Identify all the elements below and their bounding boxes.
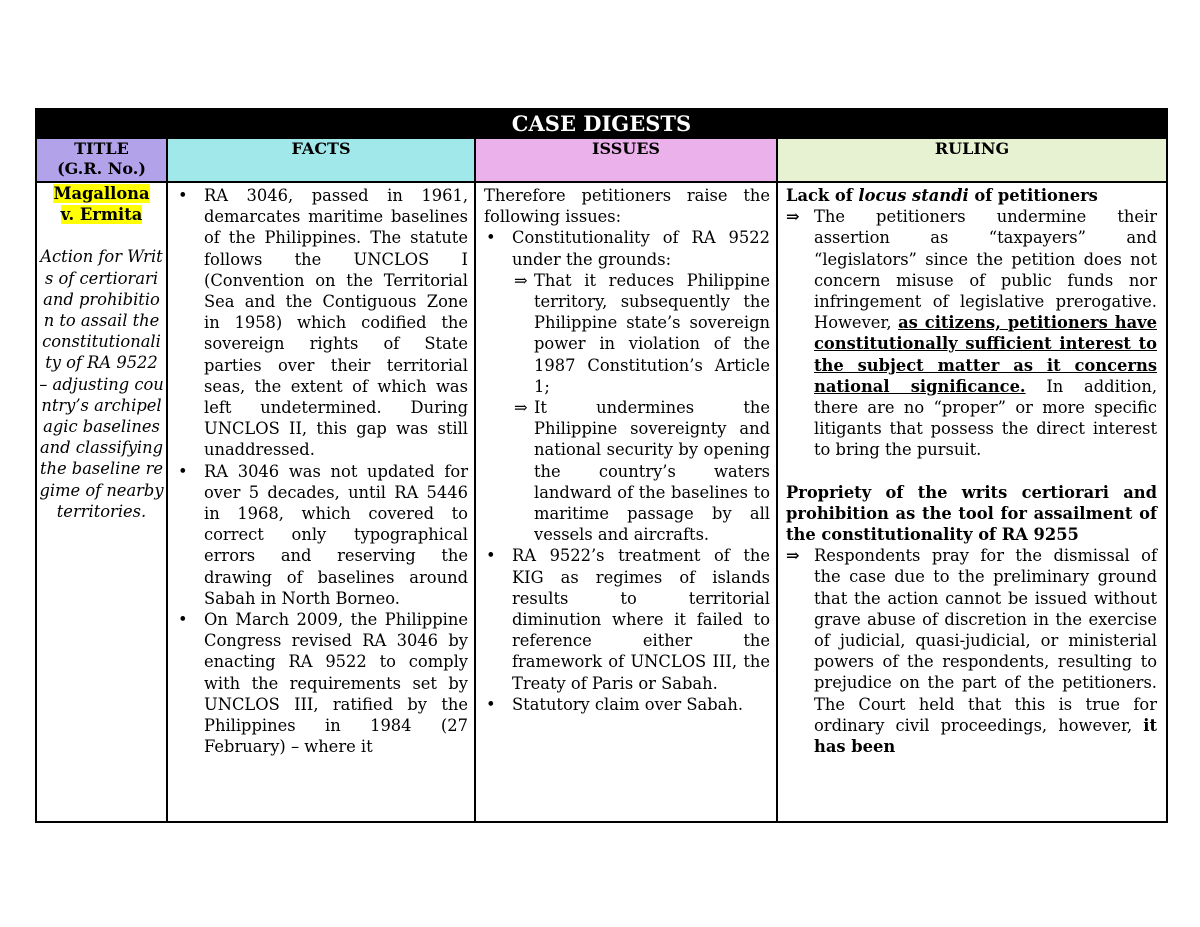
title-column: [36, 182, 167, 822]
ruling-paragraph: ⇒ The petitioners undermine their assertion as “taxpayers” and “legislators” since the petition does not concern misuse of public funds nor infringement of legislative prerogative. However, as citizens, petitioners have constitutionally sufficient interest to the subject matter as it concerns national significance. In addition, there are no “proper” or more specific litigants that possess the direct interest to bring the pursuit.: [786, 207, 1157, 460]
case-name-line1: Magallona: [53, 184, 150, 203]
facts-item: • RA 3046, passed in 1961, demarcates maritime baselines of the Philippines. The statute follows the UNCLOS I (Convention on the Territorial Sea and the Contiguous Zone in 1958) which codified the sovereign rights of State parties over their territorial seas, the extent of which was left undetermined. During UNCLOS II, this gap was still unaddressed.: [178, 186, 468, 460]
facts-item: • On March 2009, the Philippine Congress revised RA 3046 by enacting RA 9522 to comply with the requirements set by UNCLOS III, ratified by the Philippines in 1984 (27 February) – where it: [178, 610, 468, 757]
issues-sublist: [512, 270, 770, 546]
bullet-icon: •: [486, 546, 496, 566]
facts-list: [168, 185, 468, 757]
issues-intro: Therefore petitioners raise the following issues:: [484, 186, 770, 227]
issues-list: [484, 227, 770, 715]
arrow-icon: ⇒: [514, 270, 528, 290]
arrow-icon: ⇒: [786, 546, 800, 566]
issues-item: • Statutory claim over Sabah.: [486, 694, 744, 714]
issues-item: • RA 9522’s treatment of the KIG as regimes of islands results to territorial diminution where it failed to reference either the framework of UNCLOS III, the Treaty of Paris or Sabah.: [486, 546, 770, 693]
header-issues: ISSUES: [475, 138, 777, 182]
case-name-line2: v. Ermita: [60, 205, 143, 225]
header-facts: FACTS: [167, 138, 475, 182]
facts-item: • RA 3046 was not updated for over 5 decades, until RA 5446 in 1968, which covered to correct only typographical errors and reserving the drawing of baselines around Sabah in North Borneo.: [178, 461, 468, 608]
issues-subitem: ⇒ It undermines the Philippine sovereignty and national security by opening the country’s waters landward of the baselines to maritime passage by all vessels and aircrafts.: [514, 398, 770, 545]
ruling-section-title: Propriety of the writs certiorari and prohibition as the tool for assailment of the constitutionality of RA 9255: [786, 482, 1157, 545]
ruling-column: [777, 182, 1167, 822]
bullet-icon: •: [178, 186, 188, 205]
issues-item: • Constitutionality of RA 9522 under the grounds: ⇒ That it reduces Philippine territory, subsequently the Philippine state’s sovereign power in violation of the 1987 Constitution’s Article 1; ⇒ It undermines the Philippine sovereignty and national security by opening the country’s waters landward of the baselines to maritime passage by all vessels and aircrafts.: [486, 228, 770, 545]
facts-column: [167, 182, 475, 822]
case-digest-sheet: [35, 108, 1165, 818]
header-title: [36, 138, 167, 182]
header-title-line2: (G.R. No.): [57, 159, 146, 178]
case-name: [39, 183, 164, 225]
arrow-icon: ⇒: [514, 398, 528, 418]
issues-subitem: ⇒ That it reduces Philippine territory, subsequently the Philippine state’s sovereign power in violation of the 1987 Constitution’s Article 1;: [514, 270, 770, 396]
bullet-icon: •: [178, 610, 188, 630]
bullet-icon: •: [178, 461, 188, 481]
ruling-section-title: Lack of locus standi of petitioners: [786, 186, 1098, 205]
case-digest-table: [35, 108, 1168, 823]
bullet-icon: •: [486, 228, 496, 248]
table-banner: CASE DIGESTS: [36, 109, 1167, 138]
arrow-icon: ⇒: [786, 207, 800, 227]
issues-column: [475, 182, 777, 822]
header-title-line1: TITLE: [74, 139, 129, 158]
header-ruling: RULING: [777, 138, 1167, 182]
case-description: Action for Writs of certiorari and prohibition to assail the constitutionality of RA 9522 – adjusting country’s archipelagic baselines and classifying the baseline regime of nearby territories.: [39, 247, 164, 521]
bullet-icon: •: [486, 694, 496, 714]
ruling-paragraph: ⇒ Respondents pray for the dismissal of the case due to the preliminary ground that the action cannot be issued without grave abuse of discretion in the exercise of judicial, quasi-judicial, or ministerial powers of the respondents, resulting to prejudice on the part of the petitioners. The Court held that this is true for ordinary civil proceedings, however, it has been: [786, 546, 1157, 757]
